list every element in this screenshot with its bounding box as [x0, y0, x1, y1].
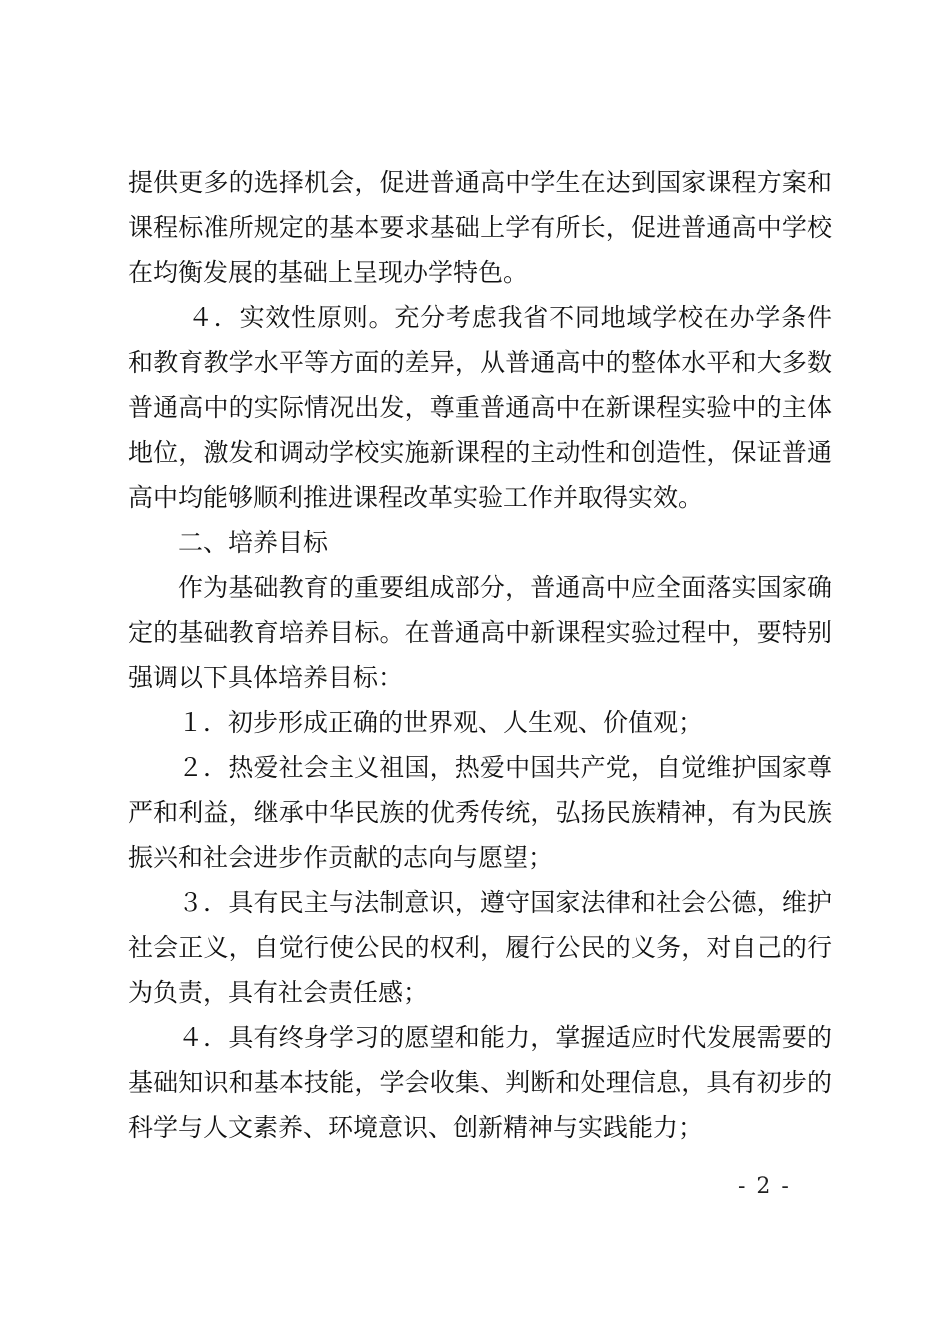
goal-item-2: ２．热爱社会主义祖国，热爱中国共产党，自觉维护国家尊严和利益，继承中华民族的优秀传统，弘扬民族精神，有为民族振兴和社会进步作贡献的志向与愿望； — [128, 753, 832, 872]
paragraph-effectiveness-principle: ４．实效性原则。充分考虑我省不同地域学校在办学条件和教育教学水平等方面的差异，从普通高中的整体水平和大多数普通高中的实际情况出发，尊重普通高中在新课程实验中的主体地位，激发和调动学校实施新课程的主动性和创造性，保证普通高中均能够顺利推进课程改革实验工作并取得实效。 — [128, 303, 832, 512]
goal-item-4: ４．具有终身学习的愿望和能力，掌握适应时代发展需要的基础知识和基本技能，学会收集、判断和处理信息，具有初步的科学与人文素养、环境意识、创新精神与实践能力； — [128, 1023, 832, 1142]
goal-item-1: １．初步形成正确的世界观、人生观、价值观； — [178, 708, 704, 737]
section-heading-training-goals: 二、培养目标 — [178, 528, 329, 557]
goal-item-3: ３．具有民主与法制意识，遵守国家法律和社会公德，维护社会正义，自觉行使公民的权利，履行公民的义务，对自己的行为负责，具有社会责任感； — [128, 888, 832, 1007]
page-number: - 2 - — [738, 1174, 791, 1199]
body-text — [128, 160, 832, 1150]
paragraph-goals-intro: 作为基础教育的重要组成部分，普通高中应全面落实国家确定的基础教育培养目标。在普通高中新课程实验过程中，要特别强调以下具体培养目标： — [128, 573, 832, 692]
paragraph-continuation: 提供更多的选择机会，促进普通高中学生在达到国家课程方案和课程标准所规定的基本要求基础上学有所长，促进普通高中学校在均衡发展的基础上呈现办学特色。 — [128, 168, 832, 287]
